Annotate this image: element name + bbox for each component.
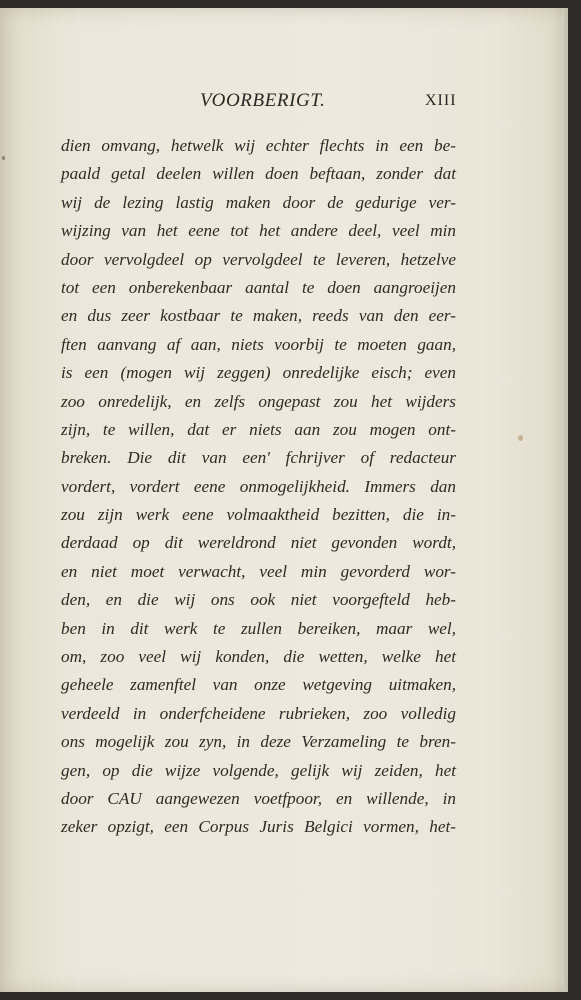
text-line: ons mogelijk zou zyn, in deze Verzameling te bren-	[61, 732, 456, 752]
text-line: zijn, te willen, dat er niets aan zou mogen ont-	[61, 419, 456, 439]
text-line: ften aanvang af aan, niets voorbij te moeten gaan,	[61, 334, 456, 354]
page-edge	[562, 10, 567, 988]
text-line: zou zijn werk eene volmaaktheid bezitten, die in-	[61, 505, 456, 525]
text-line: zoo onredelijk, en zelfs ongepast zou het wijders	[61, 391, 456, 411]
book-page	[0, 8, 568, 992]
running-head	[0, 90, 568, 120]
text-line: door CAU aangewezen voetfpoor, en willende, in	[61, 788, 456, 808]
text-line: breken. Die dit van een' fchrijver of redacteur	[61, 448, 456, 468]
page-number: XIII	[425, 92, 457, 109]
text-line: en niet moet verwacht, veel min gevorderd wor-	[61, 561, 456, 581]
text-line: om, zoo veel wij konden, die wetten, welke het	[61, 647, 456, 667]
text-line: en dus zeer kostbaar te maken, reeds van den eer-	[61, 306, 456, 326]
foxing-spot	[518, 435, 523, 441]
text-line: zeker opzigt, een Corpus Juris Belgici vormen, het-	[61, 817, 456, 837]
text-line: den, en die wij ons ook niet voorgefteld heb-	[61, 590, 456, 610]
body-text	[61, 132, 456, 842]
text-line: dien omvang, hetwelk wij echter flechts in een be-	[61, 136, 456, 155]
text-line: gen, op die wijze volgende, gelijk wij zeiden, het	[61, 760, 456, 780]
text-line: wijzing van het eene tot het andere deel, veel min	[61, 221, 456, 241]
text-line: vordert, vordert eene onmogelijkheid. Immers dan	[61, 476, 456, 496]
text-line: geheele zamenftel van onze wetgeving uitmaken,	[61, 675, 456, 695]
text-line: paald getal deelen willen doen beftaan, zonder dat	[61, 164, 456, 184]
ink-speck	[2, 156, 5, 160]
text-line: verdeeld in onderfcheidene rubrieken, zoo volledig	[61, 703, 456, 723]
text-line: ben in dit werk te zullen bereiken, maar wel,	[61, 618, 456, 638]
text-line: wij de lezing lastig maken door de gedurige ver-	[61, 192, 456, 212]
section-title: VOORBERIGT.	[200, 90, 326, 111]
text-line: door vervolgdeel op vervolgdeel te leveren, hetzelve	[61, 249, 456, 269]
text-line: tot een onberekenbaar aantal te doen aangroeijen	[61, 277, 456, 297]
text-line: derdaad op dit wereldrond niet gevonden wordt,	[61, 533, 456, 553]
text-line: is een (mogen wij zeggen) onredelijke eisch; even	[61, 363, 456, 383]
